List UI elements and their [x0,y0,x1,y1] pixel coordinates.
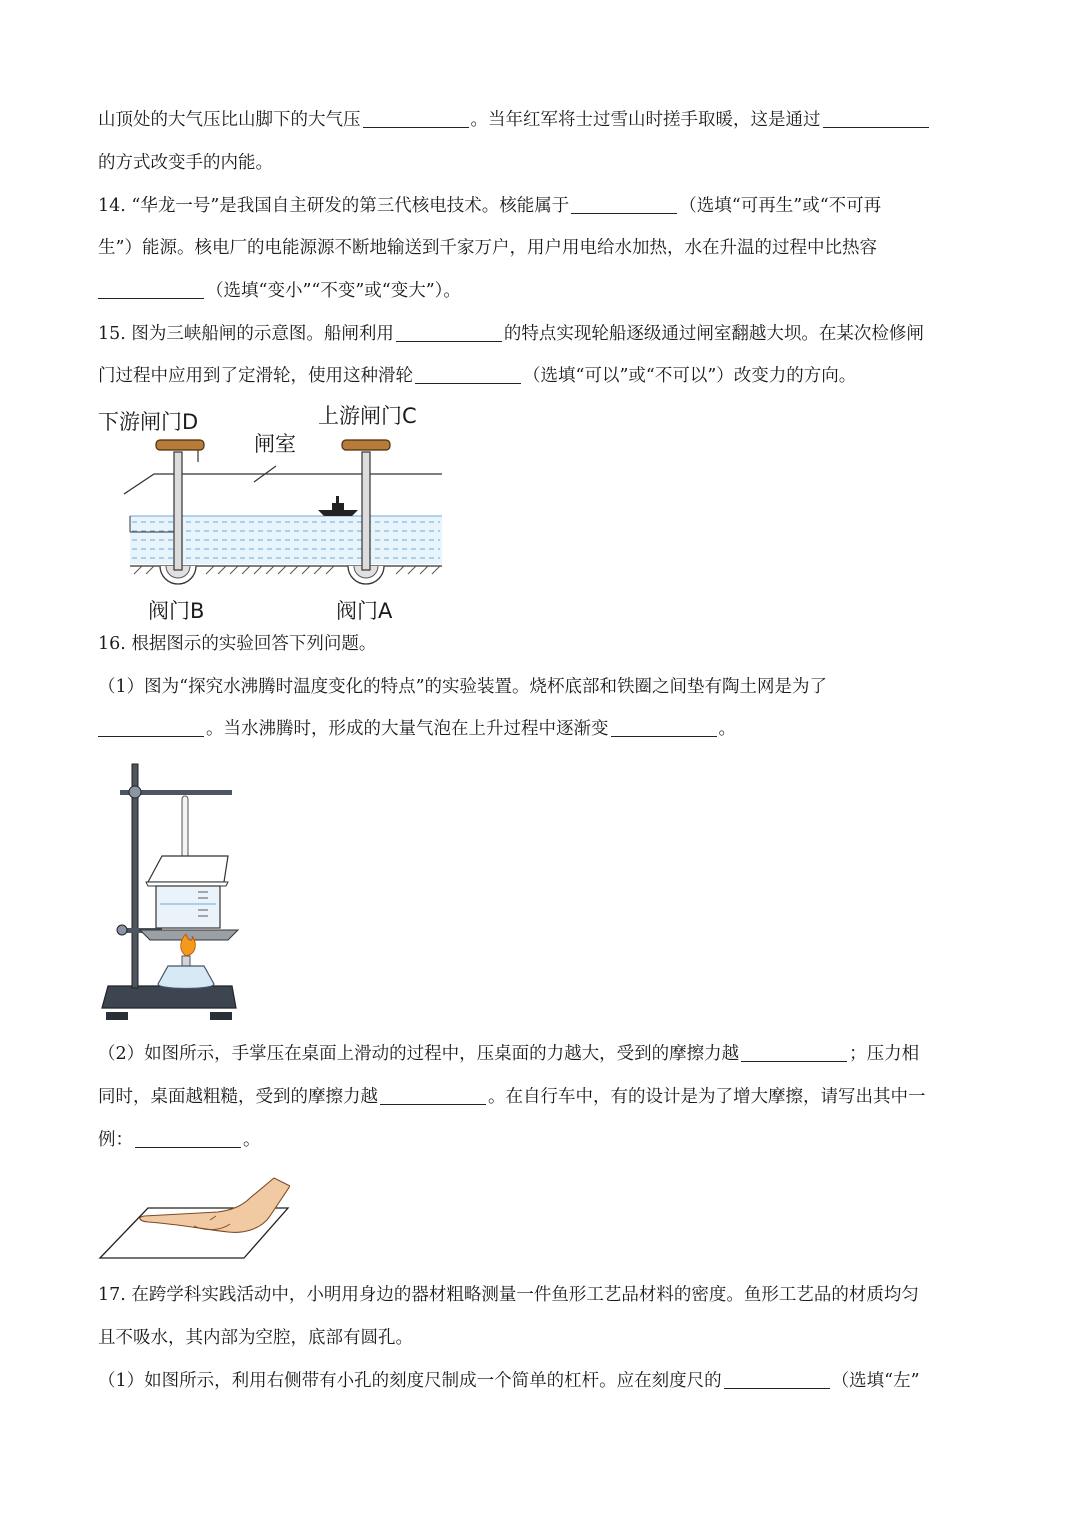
answer-blank[interactable] [135,1129,241,1148]
answer-blank[interactable] [611,718,717,737]
answer-blank[interactable] [98,718,204,737]
q17-line-3: （1）如图所示，利用右侧带有小孔的刻度尺制成一个简单的杠杆。应在刻度尺的 （选填“左” [98,1371,920,1391]
q16-p2-line-1: （2）如图所示，手掌压在桌面上滑动的过程中，压桌面的力越大，受到的摩擦力越 ；压力相 [98,1044,920,1064]
answer-blank[interactable] [823,109,929,128]
q14-line-3: （选填“变小”“不变”或“变大”）。 [98,279,461,303]
answer-blank[interactable] [571,195,677,214]
q15-line-2: 门过程中应用到了定滑轮，使用这种滑轮 （选填“可以”或“不可以”）改变力的方向。 [98,366,857,386]
q13-line-1: 山顶处的大气压比山脚下的大气压 。当年红军将士过雪山时搓手取暖，这是通过 [98,108,931,132]
answer-blank[interactable] [380,1086,486,1105]
answer-blank[interactable] [415,365,521,384]
hand-on-table-drawing [98,1172,290,1262]
q16-intro: 16. 根据图示的实验回答下列问题。 [98,634,377,654]
answer-blank[interactable] [724,1370,830,1389]
q16-p2-line-2: 同时，桌面越粗糙，受到的摩擦力越 。在自行车中，有的设计是为了增大摩擦，请写出其中一 [98,1087,926,1107]
q16-p2-line-3: 例： 。 [98,1130,261,1150]
q14-line-2: 生”）能源。核电厂的电能源源不断地输送到千家万户，用户用电给水加热，水在升温的过程中比热容 [98,238,877,258]
ship-icon [318,496,358,516]
gate-c [362,452,370,570]
q15-line-1: 15. 图为三峡船闸的示意图。船闸利用 的特点实现轮船逐级通过闸室翻越大坝。在某次检修闸 [98,324,924,344]
ship-lock-figure [96,398,456,626]
answer-blank[interactable] [98,280,204,299]
q13-line-2: 的方式改变手的内能。 [98,153,273,173]
answer-blank[interactable] [396,323,502,342]
q17-line-1: 17. 在跨学科实践活动中，小明用身边的器材粗略测量一件鱼形工艺品材料的密度。鱼形工艺品的材质均匀 [98,1285,919,1305]
answer-blank[interactable] [363,109,469,128]
beaker [156,886,220,928]
boiling-apparatus-figure [98,760,240,1024]
q14-line-1: 14. “华龙一号”是我国自主研发的第三代核电技术。核能属于 （选填“可再生”或“不可再 [98,196,882,216]
ceramic-gauze [140,930,238,940]
alcohol-lamp [158,966,214,989]
q17-line-2: 且不吸水，其内部为空腔，底部有圆孔。 [98,1328,413,1348]
q16-p1-line-2: 。当水沸腾时，形成的大量气泡在上升过程中逐渐变 。 [98,717,736,741]
valve-a-label: 阀门A [336,599,393,623]
hand-on-table-figure [98,1172,290,1262]
downstream-gate-label: 下游闸门D [98,410,199,434]
valve-b-label: 阀门B [148,599,205,623]
boiling-apparatus-drawing [98,760,240,1024]
chamber-label: 闸室 [254,432,296,456]
answer-blank[interactable] [741,1043,847,1062]
ship-lock-drawing [96,398,456,626]
gate-d [174,452,182,570]
upstream-gate-label: 上游闸门C [318,404,417,428]
q16-p1-line-1: （1）图为“探究水沸腾时温度变化的特点”的实验装置。烧杯底部和铁圈之间垫有陶土网是为了 [98,677,828,697]
